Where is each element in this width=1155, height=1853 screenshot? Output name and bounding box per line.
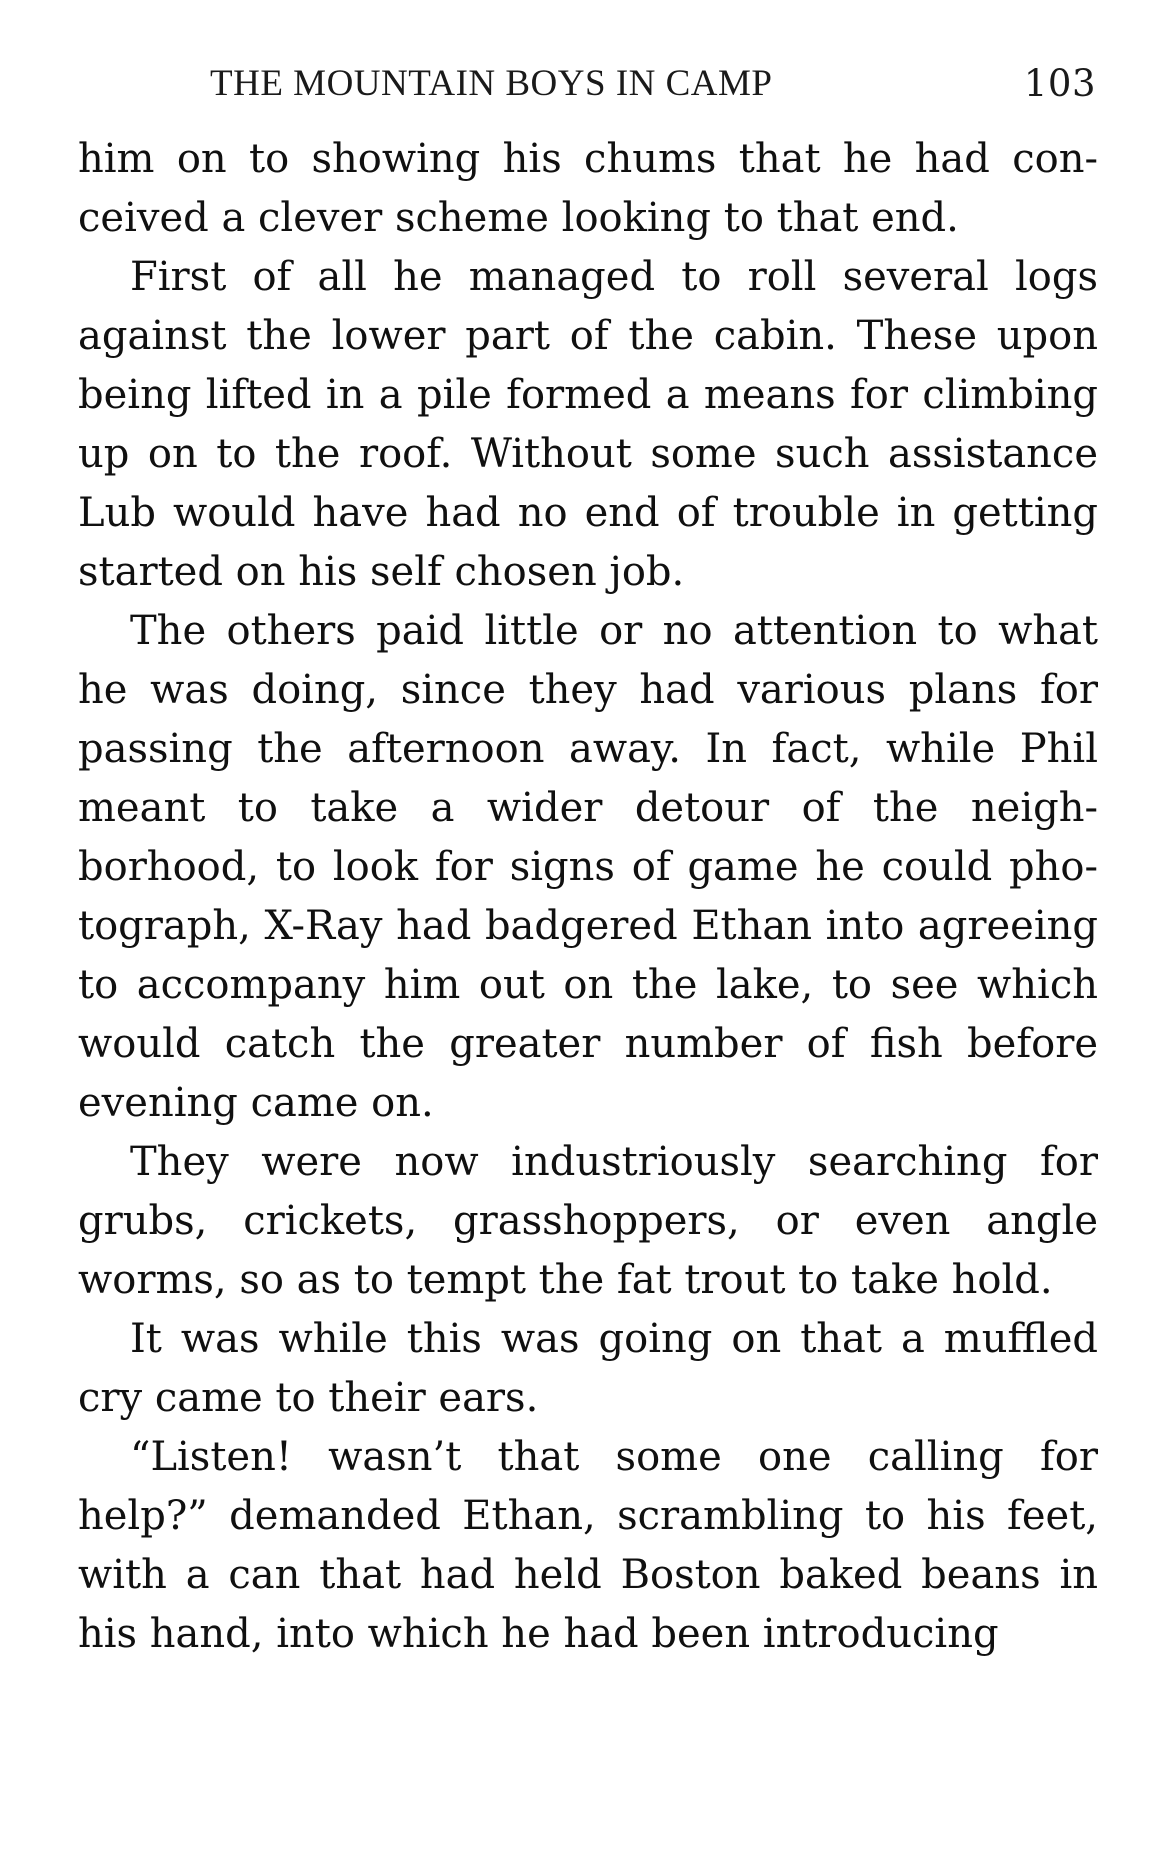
running-title: THE MOUNTAIN BOYS IN CAMP <box>210 63 773 104</box>
book-page <box>78 52 1098 1664</box>
running-head <box>78 52 1098 112</box>
body-text <box>78 130 1098 1664</box>
paragraph-bait: They were now industriously searching for grubs, crickets, grasshoppers, or even angle worms, so as to tempt the fat trout to take hold. <box>78 1139 1098 1303</box>
page-number: 103 <box>1023 62 1096 105</box>
paragraph-cry: It was while this was going on that a muffled cry came to their ears. <box>78 1316 1098 1421</box>
paragraph-logs: First of all he managed to roll several logs against the lower part of the cabin. These upon being lifted in a pile formed a means for climbing up on to the roof. Without some such assistance Lub would have had no end of trouble in getting started on his self chosen job. <box>78 254 1098 595</box>
paragraph-continued: him on to showing his chums that he had conceived a clever scheme looking to that end. <box>78 136 1098 241</box>
paragraph-plans: The others paid little or no attention to what he was doing, since they had various plans for passing the afternoon away. In fact, while Phil meant to take a wider detour of the neighborhood, to look for signs of game he could photograph, X-Ray had badgered Ethan into agreeing to accompany him out on the lake, to see which would catch the greater number of fish before evening came on. <box>78 608 1098 1126</box>
paragraph-ethan: “Listen! wasn’t that some one calling for help?” demanded Ethan, scrambling to his feet, with a can that had held Boston baked beans in his hand, into which he had been introducing <box>78 1434 1098 1657</box>
